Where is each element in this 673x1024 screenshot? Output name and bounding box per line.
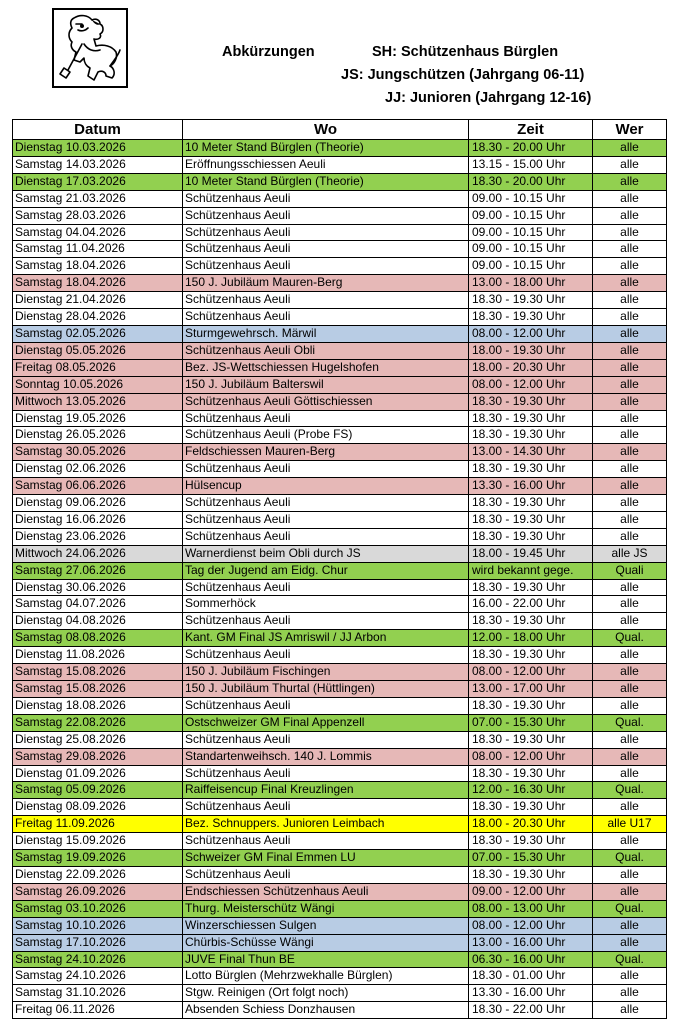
time-cell: 18.30 - 19.30 Uhr: [469, 765, 593, 782]
location-cell: Schützenhaus Aeuli: [183, 495, 469, 512]
location-cell: Schützenhaus Aeuli: [183, 765, 469, 782]
table-row: [13, 917, 667, 934]
table-row: [13, 765, 667, 782]
who-cell: alle: [593, 511, 667, 528]
who-cell: alle U17: [593, 816, 667, 833]
date-cell: Dienstag 30.06.2026: [13, 579, 183, 596]
location-cell: Schützenhaus Aeuli: [183, 224, 469, 241]
location-cell: Bez. Schnuppers. Junioren Leimbach: [183, 816, 469, 833]
time-cell: 18.30 - 19.30 Uhr: [469, 799, 593, 816]
time-cell: 08.00 - 12.00 Uhr: [469, 325, 593, 342]
who-cell: Qual.: [593, 850, 667, 867]
time-cell: 18.30 - 19.30 Uhr: [469, 731, 593, 748]
table-row: [13, 173, 667, 190]
location-cell: Schützenhaus Aeuli: [183, 309, 469, 326]
time-cell: 18.00 - 20.30 Uhr: [469, 816, 593, 833]
who-cell: alle: [593, 207, 667, 224]
date-cell: Dienstag 17.03.2026: [13, 173, 183, 190]
time-cell: 08.00 - 12.00 Uhr: [469, 748, 593, 765]
who-cell: alle: [593, 596, 667, 613]
location-cell: 150 J. Jubiläum Fischingen: [183, 664, 469, 681]
lion-crest-icon: [54, 10, 126, 86]
who-cell: alle: [593, 731, 667, 748]
location-cell: Schützenhaus Aeuli (Probe FS): [183, 427, 469, 444]
date-cell: Dienstag 08.09.2026: [13, 799, 183, 816]
who-cell: alle: [593, 681, 667, 698]
column-header-datum: Datum: [13, 120, 183, 140]
time-cell: 18.00 - 19.30 Uhr: [469, 342, 593, 359]
who-cell: Qual.: [593, 951, 667, 968]
time-cell: 09.00 - 10.15 Uhr: [469, 207, 593, 224]
table-row: [13, 681, 667, 698]
table-row: [13, 241, 667, 258]
time-cell: 18.30 - 01.00 Uhr: [469, 968, 593, 985]
time-cell: 18.30 - 20.00 Uhr: [469, 173, 593, 190]
date-cell: Samstag 31.10.2026: [13, 985, 183, 1002]
location-cell: Chürbis-Schüsse Wängi: [183, 934, 469, 951]
date-cell: Samstag 17.10.2026: [13, 934, 183, 951]
date-cell: Samstag 18.04.2026: [13, 258, 183, 275]
who-cell: alle: [593, 647, 667, 664]
location-cell: Kant. GM Final JS Amriswil / JJ Arbon: [183, 630, 469, 647]
table-row: [13, 325, 667, 342]
who-cell: alle: [593, 1002, 667, 1019]
table-row: [13, 376, 667, 393]
time-cell: 08.00 - 12.00 Uhr: [469, 376, 593, 393]
who-cell: alle: [593, 866, 667, 883]
time-cell: wird bekannt gege.: [469, 562, 593, 579]
date-cell: Dienstag 05.05.2026: [13, 342, 183, 359]
table-row: [13, 309, 667, 326]
table-row: [13, 579, 667, 596]
location-cell: Schützenhaus Aeuli: [183, 241, 469, 258]
time-cell: 06.30 - 16.00 Uhr: [469, 951, 593, 968]
date-cell: Dienstag 19.05.2026: [13, 410, 183, 427]
location-cell: Schützenhaus Aeuli: [183, 613, 469, 630]
table-row: [13, 410, 667, 427]
who-cell: alle: [593, 224, 667, 241]
table-row: [13, 1002, 667, 1019]
date-cell: Dienstag 15.09.2026: [13, 833, 183, 850]
date-cell: Samstag 14.03.2026: [13, 156, 183, 173]
location-cell: 10 Meter Stand Bürglen (Theorie): [183, 140, 469, 157]
table-row: [13, 511, 667, 528]
time-cell: 18.30 - 19.30 Uhr: [469, 427, 593, 444]
abbreviation-jj: JJ: Junioren (Jahrgang 12-16): [385, 90, 592, 106]
time-cell: 08.00 - 12.00 Uhr: [469, 664, 593, 681]
time-cell: 07.00 - 15.30 Uhr: [469, 714, 593, 731]
location-cell: Schützenhaus Aeuli: [183, 579, 469, 596]
date-cell: Dienstag 16.06.2026: [13, 511, 183, 528]
date-cell: Samstag 30.05.2026: [13, 444, 183, 461]
date-cell: Samstag 03.10.2026: [13, 900, 183, 917]
location-cell: Lotto Bürglen (Mehrzwekhalle Bürglen): [183, 968, 469, 985]
time-cell: 18.00 - 20.30 Uhr: [469, 359, 593, 376]
date-cell: Dienstag 25.08.2026: [13, 731, 183, 748]
table-row: [13, 495, 667, 512]
location-cell: Raiffeisencup Final Kreuzlingen: [183, 782, 469, 799]
date-cell: Dienstag 21.04.2026: [13, 292, 183, 309]
column-header-zeit: Zeit: [469, 120, 593, 140]
table-row: [13, 224, 667, 241]
time-cell: 18.30 - 19.30 Uhr: [469, 393, 593, 410]
time-cell: 13.00 - 16.00 Uhr: [469, 934, 593, 951]
table-row: [13, 782, 667, 799]
location-cell: JUVE Final Thun BE: [183, 951, 469, 968]
location-cell: 10 Meter Stand Bürglen (Theorie): [183, 173, 469, 190]
who-cell: alle: [593, 697, 667, 714]
who-cell: alle: [593, 664, 667, 681]
date-cell: Samstag 29.08.2026: [13, 748, 183, 765]
location-cell: Standartenweihsch. 140 J. Lommis: [183, 748, 469, 765]
date-cell: Dienstag 11.08.2026: [13, 647, 183, 664]
date-cell: Samstag 24.10.2026: [13, 968, 183, 985]
time-cell: 13.30 - 16.00 Uhr: [469, 985, 593, 1002]
abbreviation-sh: SH: Schützenhaus Bürglen: [372, 44, 559, 60]
time-cell: 12.00 - 18.00 Uhr: [469, 630, 593, 647]
who-cell: alle: [593, 376, 667, 393]
time-cell: 18.30 - 19.30 Uhr: [469, 579, 593, 596]
time-cell: 18.30 - 19.30 Uhr: [469, 833, 593, 850]
table-row: [13, 697, 667, 714]
location-cell: Schützenhaus Aeuli Göttischiessen: [183, 393, 469, 410]
date-cell: Samstag 06.06.2026: [13, 478, 183, 495]
location-cell: Winzerschiessen Sulgen: [183, 917, 469, 934]
date-cell: Freitag 06.11.2026: [13, 1002, 183, 1019]
date-cell: Samstag 15.08.2026: [13, 681, 183, 698]
table-row: [13, 968, 667, 985]
date-cell: Samstag 11.04.2026: [13, 241, 183, 258]
date-cell: Dienstag 01.09.2026: [13, 765, 183, 782]
date-cell: Samstag 21.03.2026: [13, 190, 183, 207]
table-row: [13, 951, 667, 968]
who-cell: alle: [593, 342, 667, 359]
time-cell: 18.30 - 19.30 Uhr: [469, 309, 593, 326]
table-row: [13, 342, 667, 359]
location-cell: Schützenhaus Aeuli: [183, 461, 469, 478]
column-header-wo: Wo: [183, 120, 469, 140]
date-cell: Samstag 18.04.2026: [13, 275, 183, 292]
time-cell: 18.30 - 20.00 Uhr: [469, 140, 593, 157]
table-row: [13, 190, 667, 207]
date-cell: Samstag 15.08.2026: [13, 664, 183, 681]
who-cell: alle: [593, 613, 667, 630]
who-cell: alle: [593, 579, 667, 596]
date-cell: Samstag 08.08.2026: [13, 630, 183, 647]
location-cell: Absenden Schiess Donzhausen: [183, 1002, 469, 1019]
date-cell: Dienstag 18.08.2026: [13, 697, 183, 714]
date-cell: Dienstag 28.04.2026: [13, 309, 183, 326]
date-cell: Dienstag 26.05.2026: [13, 427, 183, 444]
table-row: [13, 207, 667, 224]
table-row: [13, 816, 667, 833]
location-cell: Schützenhaus Aeuli: [183, 190, 469, 207]
date-cell: Samstag 02.05.2026: [13, 325, 183, 342]
table-row: [13, 444, 667, 461]
who-cell: alle: [593, 833, 667, 850]
table-row: [13, 833, 667, 850]
table-row: [13, 900, 667, 917]
time-cell: 09.00 - 10.15 Uhr: [469, 241, 593, 258]
date-cell: Dienstag 22.09.2026: [13, 866, 183, 883]
table-row: [13, 359, 667, 376]
time-cell: 18.30 - 22.00 Uhr: [469, 1002, 593, 1019]
location-cell: Schützenhaus Aeuli: [183, 866, 469, 883]
location-cell: 150 J. Jubiläum Balterswil: [183, 376, 469, 393]
table-row: [13, 866, 667, 883]
location-cell: Schützenhaus Aeuli: [183, 528, 469, 545]
date-cell: Dienstag 04.08.2026: [13, 613, 183, 630]
table-row: [13, 461, 667, 478]
who-cell: Qual.: [593, 714, 667, 731]
table-row: [13, 545, 667, 562]
table-row: [13, 393, 667, 410]
date-cell: Samstag 28.03.2026: [13, 207, 183, 224]
time-cell: 18.30 - 19.30 Uhr: [469, 697, 593, 714]
time-cell: 13.00 - 18.00 Uhr: [469, 275, 593, 292]
who-cell: alle: [593, 985, 667, 1002]
time-cell: 18.30 - 19.30 Uhr: [469, 647, 593, 664]
time-cell: 09.00 - 12.00 Uhr: [469, 883, 593, 900]
time-cell: 07.00 - 15.30 Uhr: [469, 850, 593, 867]
table-row: [13, 528, 667, 545]
date-cell: Samstag 26.09.2026: [13, 883, 183, 900]
location-cell: Schützenhaus Aeuli: [183, 207, 469, 224]
table-row: [13, 850, 667, 867]
schedule-body: [13, 140, 667, 1019]
table-row: [13, 748, 667, 765]
table-row: [13, 156, 667, 173]
time-cell: 18.00 - 19.45 Uhr: [469, 545, 593, 562]
location-cell: Sturmgewehrsch. Märwil: [183, 325, 469, 342]
date-cell: Freitag 08.05.2026: [13, 359, 183, 376]
who-cell: alle: [593, 528, 667, 545]
table-row: [13, 664, 667, 681]
who-cell: alle: [593, 478, 667, 495]
who-cell: alle: [593, 748, 667, 765]
table-row: [13, 275, 667, 292]
club-logo: [52, 8, 128, 88]
table-row: [13, 799, 667, 816]
who-cell: Qual.: [593, 630, 667, 647]
date-cell: Dienstag 23.06.2026: [13, 528, 183, 545]
who-cell: alle JS: [593, 545, 667, 562]
date-cell: Samstag 05.09.2026: [13, 782, 183, 799]
who-cell: alle: [593, 765, 667, 782]
who-cell: alle: [593, 444, 667, 461]
who-cell: Qual.: [593, 900, 667, 917]
date-cell: Samstag 19.09.2026: [13, 850, 183, 867]
time-cell: 18.30 - 19.30 Uhr: [469, 613, 593, 630]
table-row: [13, 427, 667, 444]
location-cell: Schützenhaus Aeuli: [183, 647, 469, 664]
location-cell: Endschiessen Schützenhaus Aeuli: [183, 883, 469, 900]
table-row: [13, 596, 667, 613]
time-cell: 09.00 - 10.15 Uhr: [469, 190, 593, 207]
location-cell: Schützenhaus Aeuli: [183, 258, 469, 275]
location-cell: Ostschweizer GM Final Appenzell: [183, 714, 469, 731]
time-cell: 09.00 - 10.15 Uhr: [469, 224, 593, 241]
location-cell: Schützenhaus Aeuli: [183, 799, 469, 816]
who-cell: alle: [593, 461, 667, 478]
who-cell: alle: [593, 292, 667, 309]
location-cell: Hülsencup: [183, 478, 469, 495]
time-cell: 18.30 - 19.30 Uhr: [469, 866, 593, 883]
abbreviations-title: Abkürzungen: [222, 44, 315, 60]
time-cell: 18.30 - 19.30 Uhr: [469, 461, 593, 478]
who-cell: alle: [593, 799, 667, 816]
date-cell: Freitag 11.09.2026: [13, 816, 183, 833]
time-cell: 18.30 - 19.30 Uhr: [469, 495, 593, 512]
table-row: [13, 985, 667, 1002]
who-cell: Quali: [593, 562, 667, 579]
time-cell: 13.30 - 16.00 Uhr: [469, 478, 593, 495]
location-cell: Schützenhaus Aeuli: [183, 697, 469, 714]
who-cell: alle: [593, 258, 667, 275]
date-cell: Dienstag 10.03.2026: [13, 140, 183, 157]
time-cell: 09.00 - 10.15 Uhr: [469, 258, 593, 275]
table-row: [13, 292, 667, 309]
location-cell: Schützenhaus Aeuli: [183, 292, 469, 309]
date-cell: Samstag 27.06.2026: [13, 562, 183, 579]
who-cell: alle: [593, 393, 667, 410]
who-cell: alle: [593, 934, 667, 951]
date-cell: Samstag 04.07.2026: [13, 596, 183, 613]
who-cell: alle: [593, 495, 667, 512]
who-cell: alle: [593, 410, 667, 427]
column-header-wer: Wer: [593, 120, 667, 140]
time-cell: 16.00 - 22.00 Uhr: [469, 596, 593, 613]
location-cell: Eröffnungsschiessen Aeuli: [183, 156, 469, 173]
date-cell: Samstag 04.04.2026: [13, 224, 183, 241]
table-row: [13, 934, 667, 951]
date-cell: Samstag 24.10.2026: [13, 951, 183, 968]
location-cell: Thurg. Meisterschütz Wängi: [183, 900, 469, 917]
date-cell: Dienstag 09.06.2026: [13, 495, 183, 512]
table-row: [13, 478, 667, 495]
time-cell: 08.00 - 12.00 Uhr: [469, 917, 593, 934]
table-header-row: [13, 120, 667, 140]
who-cell: alle: [593, 968, 667, 985]
location-cell: 150 J. Jubiläum Mauren-Berg: [183, 275, 469, 292]
location-cell: Schützenhaus Aeuli: [183, 410, 469, 427]
location-cell: 150 J. Jubiläum Thurtal (Hüttlingen): [183, 681, 469, 698]
time-cell: 12.00 - 16.30 Uhr: [469, 782, 593, 799]
who-cell: alle: [593, 359, 667, 376]
table-row: [13, 731, 667, 748]
time-cell: 08.00 - 13.00 Uhr: [469, 900, 593, 917]
date-cell: Dienstag 02.06.2026: [13, 461, 183, 478]
who-cell: alle: [593, 173, 667, 190]
time-cell: 13.15 - 15.00 Uhr: [469, 156, 593, 173]
table-row: [13, 647, 667, 664]
table-row: [13, 613, 667, 630]
date-cell: Mittwoch 24.06.2026: [13, 545, 183, 562]
location-cell: Feldschiessen Mauren-Berg: [183, 444, 469, 461]
date-cell: Samstag 10.10.2026: [13, 917, 183, 934]
time-cell: 18.30 - 19.30 Uhr: [469, 511, 593, 528]
time-cell: 18.30 - 19.30 Uhr: [469, 528, 593, 545]
table-row: [13, 630, 667, 647]
location-cell: Schützenhaus Aeuli Obli: [183, 342, 469, 359]
location-cell: Schützenhaus Aeuli: [183, 833, 469, 850]
who-cell: alle: [593, 883, 667, 900]
location-cell: Warnerdienst beim Obli durch JS: [183, 545, 469, 562]
abbreviation-js: JS: Jungschützen (Jahrgang 06-11): [341, 67, 585, 83]
table-row: [13, 562, 667, 579]
who-cell: alle: [593, 275, 667, 292]
table-row: [13, 883, 667, 900]
schedule-table: [12, 119, 667, 1019]
table-row: [13, 258, 667, 275]
date-cell: Mittwoch 13.05.2026: [13, 393, 183, 410]
who-cell: alle: [593, 917, 667, 934]
who-cell: alle: [593, 156, 667, 173]
time-cell: 13.00 - 14.30 Uhr: [469, 444, 593, 461]
location-cell: Bez. JS-Wettschiessen Hugelshofen: [183, 359, 469, 376]
location-cell: Tag der Jugend am Eidg. Chur: [183, 562, 469, 579]
table-row: [13, 140, 667, 157]
who-cell: alle: [593, 140, 667, 157]
time-cell: 18.30 - 19.30 Uhr: [469, 410, 593, 427]
who-cell: alle: [593, 241, 667, 258]
date-cell: Sonntag 10.05.2026: [13, 376, 183, 393]
location-cell: Schützenhaus Aeuli: [183, 731, 469, 748]
date-cell: Samstag 22.08.2026: [13, 714, 183, 731]
location-cell: Sommerhöck: [183, 596, 469, 613]
table-row: [13, 714, 667, 731]
location-cell: Schweizer GM Final Emmen LU: [183, 850, 469, 867]
who-cell: alle: [593, 309, 667, 326]
time-cell: 18.30 - 19.30 Uhr: [469, 292, 593, 309]
who-cell: alle: [593, 190, 667, 207]
location-cell: Schützenhaus Aeuli: [183, 511, 469, 528]
location-cell: Stgw. Reinigen (Ort folgt noch): [183, 985, 469, 1002]
who-cell: Qual.: [593, 782, 667, 799]
time-cell: 13.00 - 17.00 Uhr: [469, 681, 593, 698]
who-cell: alle: [593, 427, 667, 444]
who-cell: alle: [593, 325, 667, 342]
